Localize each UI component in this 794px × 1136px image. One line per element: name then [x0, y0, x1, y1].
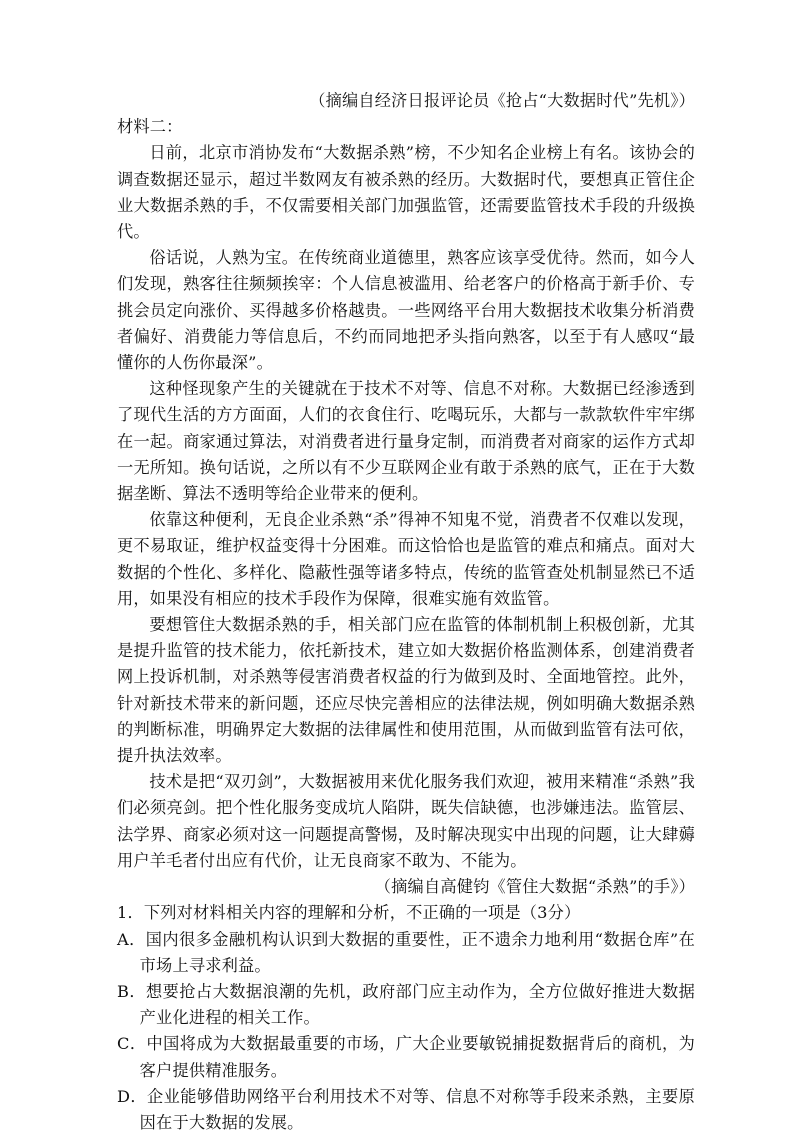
- paragraph: 日前，北京市消协发布“大数据杀熟”榜，不少知名企业榜上有名。该协会的调查数据还显示，超过半数网友有被杀熟的经历。大数据时代，要想真正管住企业大数据杀熟的手，不仅需要相关部门加强监管，还需要监管技术手段的升级换代。: [117, 143, 695, 242]
- material-label: 材料二：: [117, 117, 183, 137]
- option-c: C．中国将成为大数据最重要的市场，广大企业要敏锐捕捉数据背后的商机，为客户提供精准服务。: [117, 1034, 695, 1080]
- document-body: [117, 88, 695, 1136]
- question-stem: 1．下列对材料相关内容的理解和分析，不正确的一项是（3分）: [117, 903, 581, 923]
- paragraph: 俗话说，人熟为宝。在传统商业道德里，熟客应该享受优待。然而，如今人们发现，熟客往往频频挨宰：个人信息被滥用、给老客户的价格高于新手价、专挑会员定向涨价、买得越多价格越贵。一些网络平台用大数据技术收集分析消费者偏好、消费能力等信息后，不约而同地把矛头指向熟客，以至于有人感叹“最懂你的人伤你最深”。: [117, 248, 695, 373]
- option-a: A．国内很多金融机构认识到大数据的重要性，正不遗余力地利用“数据仓库”在市场上寻求利益。: [117, 929, 695, 975]
- paragraph: 这种怪现象产生的关键就在于技术不对等、信息不对称。大数据已经渗透到了现代生活的方方面面，人们的衣食住行、吃喝玩乐，大都与一款款软件牢牢绑在一起。商家通过算法，对消费者进行量身定制，而消费者对商家的运作方式却一无所知。换句话说，之所以有不少互联网企业有敢于杀熟的底气，正在于大数据垄断、算法不透明等给企业带来的便利。: [117, 379, 695, 504]
- option-d: D．企业能够借助网络平台利用技术不对等、信息不对称等手段来杀熟，主要原因在于大数据的发展。: [117, 1086, 695, 1132]
- source-citation-1: （摘编自经济日报评论员《抢占“大数据时代”先机》）: [309, 91, 695, 110]
- paragraph: 依靠这种便利，无良企业杀熟“杀”得神不知鬼不觉，消费者不仅难以发现，更不易取证，维护权益变得十分困难。而这恰恰也是监管的难点和痛点。面对大数据的个性化、多样化、隐蔽性强等诸多特点，传统的监管查处机制显然已不适用，如果没有相应的技术手段作为保障，很难实施有效监管。: [117, 510, 695, 608]
- paragraph: 技术是把“双刃剑”，大数据被用来优化服务我们欢迎，被用来精准“杀熟”我们必须亮剑。把个性化服务变成坑人陷阱，既失信缺德，也涉嫌违法。监管层、法学界、商家必须对这一问题提高警惕，及时解决现实中出现的问题，让大肆薅用户羊毛者付出应有代价，让无良商家不敢为、不能为。: [117, 772, 695, 870]
- option-b: B．想要抢占大数据浪潮的先机，政府部门应主动作为，全方位做好推进大数据产业化进程的相关工作。: [117, 981, 695, 1028]
- source-citation-2: （摘编自高健钧《管住大数据“杀熟”的手》）: [374, 877, 695, 897]
- paragraph: 要想管住大数据杀熟的手，相关部门应在监管的体制机制上积极创新，尤其是提升监管的技术能力，依托新技术，建立如大数据价格监测体系，创建消费者网上投诉机制，对杀熟等侵害消费者权益的行为做到及时、全面地管控。此外，针对新技术带来的新问题，还应尽快完善相应的法律法规，例如明确大数据杀熟的判断标准，明确界定大数据的法律属性和使用范围，从而做到监管有法可依，提升执法效率。: [117, 615, 695, 766]
